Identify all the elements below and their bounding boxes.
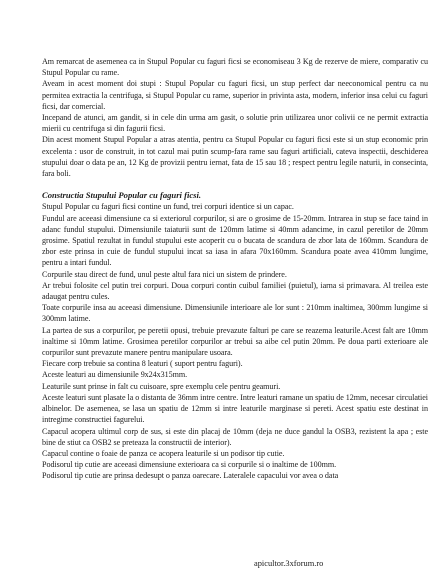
paragraph: Aceste leaturi au dimensiunile 9x24x315mm.	[42, 370, 188, 380]
paragraph: La partea de sus a corpurilor, pe peretii opusi, trebuie prevazute falturi pe care se reazema leaturile.Acest falt are 10mm inaltime si 10mm latime. Grosimea peretilor corpurilor ar trebui sa aibe cel putin 20mm. Pe doua parti exterioare ale corpurilor sunt prevazute manere pentru manipulare usoara.	[42, 325, 428, 358]
section-spacer	[42, 179, 428, 190]
paragraph: Am remarcat de asemenea ca in Stupul Popular cu faguri ficsi se economiseau 3 Kg de rezerve de miere, comparativ cu Stupul Popular cu rame.	[42, 57, 428, 78]
paragraph: Leaturile sunt prinse in falt cu cuisoare, spre exemplu cele pentru geamuri.	[42, 381, 281, 391]
paragraph: Incepand de atunci, am gandit, si in cele din urma am gasit, o solutie prin utilizarea unor colivii ce ne permit extractia mierii cu centrifuga si din fagurii ficsi.	[42, 113, 428, 134]
paragraph: Podisorul tip cutie are aceeasi dimensiune exterioara ca si corpurile si o inaltime de 100mm.	[42, 460, 337, 470]
section-heading: Constructia Stupului Popular cu faguri ficsi.	[42, 190, 202, 201]
paragraph: Podisorul tip cutie are prinsa dedesupt o panza oarecare. Lateralele capacului vor avea o data	[42, 471, 339, 481]
paragraph: Capacul acopera ultimul corp de sus, si este din placaj de 10mm (deja ne duce gandul la OSB3, rezistent la apa ; este bine de stiut ca OSB2 se preteaza la constructii de interior).	[42, 426, 428, 447]
paragraph: Fundul are aceeasi dimensiune ca si exteriorul corpurilor, si are o grosime de 15-20mm. Intrarea in stup se face taind in adanc fundul stupului. Dimensiunile taiaturii sunt de 120mm latime si 40mm adancime, in cazul peretilor de 20mm grosime. Spatiul rezultat in fundul stupului este acoperit cu o bucata de scandura de zbor lata de 160mm. Scandura de zbor este prinsa in cuie de fundul stupului incat sa iasa in afara 70x160mm. Scandura poate avea 410mm lungime, pentru a intari fundul.	[42, 213, 428, 268]
paragraph: Capacul contine o foaie de panza ce acopera leaturile si un podisor tip cutie.	[42, 448, 285, 458]
paragraph: Corpurile stau direct de fund, unul peste altul fara nici un sistem de prindere.	[42, 269, 287, 279]
paragraph: Ar trebui folosite cel putin trei corpuri. Doua corpuri contin cuibul familiei (puietul), iarna si primavara. Al treilea este adaugat pentru cules.	[42, 280, 428, 302]
footer-watermark: apicultor.3xforum.ro	[254, 559, 324, 568]
document-content	[42, 56, 428, 482]
paragraph: Aveam in acest moment doi stupi : Stupul Popular cu faguri ficsi, un stup perfect dar neeconomical pentru ca nu permitea extractia la centrifuga, si Stupul Popular cu rame, superior in privinta asta, modern, inferior insa celui cu faguri ficsi, dar comercial.	[42, 79, 428, 111]
paragraph: Din acest moment Stupul Popular a atras atentia, pentru ca Stupul Popular cu faguri ficsi este si un stup economic prin excelenta : usor de construit, in tot cazul mai putin scump-fara rame sau faguri artificiali, cateva inspectii, deschiderea stupului doar o data pe an, 12 Kg de provizii pentru iernat, fata de 15 sau 18 ; respect pentru legile naturii, in consecinta, fara boli.	[42, 135, 428, 179]
paragraph: Toate corpurile insa au aceeasi dimensiune. Dimensiunile interioare ale lor sunt : 210mm inaltimea, 300mm lungime si 300mm latime.	[42, 303, 428, 324]
paragraph: Stupul Popular cu faguri ficsi contine un fund, trei corpuri identice si un capac.	[42, 202, 294, 212]
paragraph: Aceste leaturi sunt plasate la o distanta de 36mm intre centre. Intre leaturi ramane un spatiu de 12mm, necesar circulatiei albinelor. De asemenea, se lasa un spatiu de 12mm si intre leaturile marginase si pereti. Acest spatiu este destinat in intregime constructiei fagurelui.	[42, 392, 428, 425]
paragraph: Fiecare corp trebuie sa contina 8 leaturi ( suport pentru faguri).	[42, 359, 243, 369]
